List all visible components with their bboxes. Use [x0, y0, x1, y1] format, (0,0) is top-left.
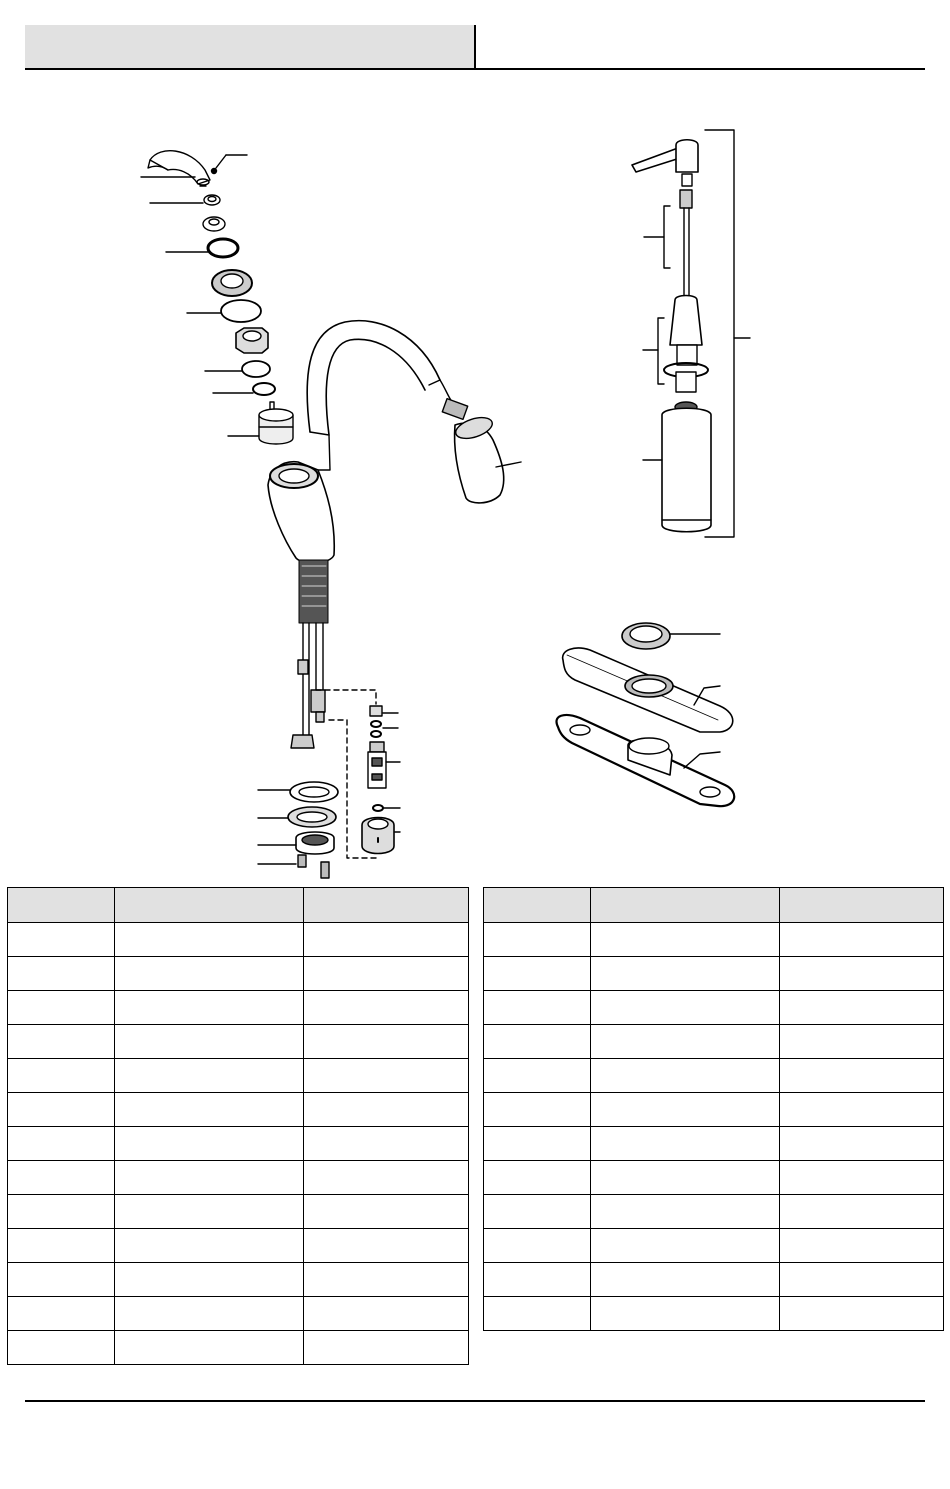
table-cell [591, 1127, 780, 1161]
table-cell [304, 923, 469, 957]
faucet-body-part [268, 321, 440, 748]
table-row [484, 991, 944, 1025]
column-header [780, 888, 944, 923]
table-cell [304, 991, 469, 1025]
table-cell [8, 1025, 115, 1059]
table-row [8, 957, 469, 991]
table-cell [591, 1263, 780, 1297]
table-cell [484, 1263, 591, 1297]
bonnet-part [203, 217, 225, 231]
table-cell [780, 991, 944, 1025]
callout-bracket [664, 206, 670, 268]
deck-plate-part [563, 648, 733, 732]
table-row [8, 1331, 469, 1365]
table-row [484, 1093, 944, 1127]
table-row [8, 923, 469, 957]
table-row [8, 1025, 469, 1059]
table-row [8, 1059, 469, 1093]
large-o-ring-part [221, 300, 261, 322]
table-cell [780, 957, 944, 991]
pump-tube-part [680, 190, 692, 296]
callout-line [216, 155, 226, 168]
table-cell [115, 1059, 304, 1093]
table-cell [591, 957, 780, 991]
table-row [484, 1025, 944, 1059]
table-row [484, 923, 944, 957]
table-cell [484, 1025, 591, 1059]
table-cell [591, 1025, 780, 1059]
retainer-nut-part [236, 328, 268, 353]
table-cell [484, 1195, 591, 1229]
deck-plate-exploded-view [557, 623, 735, 806]
table-cell [591, 1161, 780, 1195]
table-cell [8, 991, 115, 1025]
table-row [484, 1161, 944, 1195]
table-cell [8, 957, 115, 991]
mounting-plate-part [296, 832, 334, 854]
table-cell [8, 1229, 115, 1263]
table-cell [8, 1195, 115, 1229]
trim-ring-part [622, 623, 670, 649]
table-row [484, 1195, 944, 1229]
soap-dispenser-exploded-view [632, 130, 750, 537]
quick-connect-part [368, 706, 386, 811]
table-cell [8, 923, 115, 957]
table-cell [8, 1093, 115, 1127]
table-header-row [484, 888, 944, 923]
footer-rule [25, 1400, 925, 1402]
o-ring-part [242, 361, 270, 377]
table-cell [115, 991, 304, 1025]
table-cell [780, 1025, 944, 1059]
column-header [484, 888, 591, 923]
table-cell [8, 1263, 115, 1297]
table-cell [115, 1161, 304, 1195]
table-cell [304, 1161, 469, 1195]
table-cell [780, 1195, 944, 1229]
table-cell [115, 1093, 304, 1127]
table-cell [484, 1297, 591, 1331]
table-cell [304, 1331, 469, 1365]
table-cell [780, 1127, 944, 1161]
table-cell [115, 1229, 304, 1263]
o-ring-part [253, 383, 275, 395]
dome-cap-part [212, 270, 252, 296]
table-row [8, 991, 469, 1025]
hose-weight-part [362, 818, 394, 854]
cap-part [204, 195, 220, 205]
table-cell [8, 1059, 115, 1093]
mounting-gasket-part [290, 782, 338, 802]
table-cell [115, 1263, 304, 1297]
table-cell [304, 1195, 469, 1229]
table-cell [115, 1331, 304, 1365]
table-cell [304, 1059, 469, 1093]
table-cell [591, 1297, 780, 1331]
table-cell [304, 1093, 469, 1127]
table-cell [304, 1263, 469, 1297]
table-cell [304, 1229, 469, 1263]
table-cell [8, 1297, 115, 1331]
callout-bracket [658, 318, 664, 384]
table-row [484, 1127, 944, 1161]
table-row [8, 1093, 469, 1127]
table-cell [591, 991, 780, 1025]
table-cell [484, 991, 591, 1025]
set-screw-part [212, 169, 217, 174]
table-cell [780, 1059, 944, 1093]
table-cell [484, 1093, 591, 1127]
table-cell [304, 1025, 469, 1059]
column-header [304, 888, 469, 923]
table-cell [8, 1331, 115, 1365]
table-cell [115, 957, 304, 991]
table-row [484, 1059, 944, 1093]
table-cell [484, 1127, 591, 1161]
parts-table-left [7, 887, 469, 1365]
column-header [115, 888, 304, 923]
soap-bottle-part [662, 402, 711, 532]
parts-table-right [483, 887, 944, 1331]
washer-part [288, 807, 336, 827]
table-header-row [8, 888, 469, 923]
column-header [8, 888, 115, 923]
table-cell [780, 1229, 944, 1263]
table-cell [304, 1297, 469, 1331]
dispenser-body-part [664, 296, 708, 393]
table-row [484, 1229, 944, 1263]
o-ring-part [208, 239, 238, 257]
table-row [8, 1195, 469, 1229]
table-cell [591, 923, 780, 957]
table-cell [115, 1297, 304, 1331]
table-row [484, 957, 944, 991]
mounting-screw-part [298, 855, 329, 878]
table-cell [591, 1093, 780, 1127]
table-row [8, 1229, 469, 1263]
table-cell [591, 1229, 780, 1263]
spray-head-part [440, 380, 504, 503]
callout-line [684, 752, 720, 768]
table-cell [484, 957, 591, 991]
table-cell [780, 1161, 944, 1195]
handle-part [148, 151, 210, 186]
pump-head-part [632, 140, 698, 186]
table-cell [591, 1059, 780, 1093]
table-cell [304, 1127, 469, 1161]
table-row [8, 1127, 469, 1161]
column-header [591, 888, 780, 923]
cartridge-part [259, 402, 293, 444]
table-cell [780, 1297, 944, 1331]
table-cell [8, 1127, 115, 1161]
table-row [8, 1263, 469, 1297]
table-row [8, 1161, 469, 1195]
table-cell [115, 923, 304, 957]
table-cell [115, 1025, 304, 1059]
table-cell [484, 923, 591, 957]
table-cell [780, 1093, 944, 1127]
table-row [484, 1297, 944, 1331]
table-cell [304, 957, 469, 991]
faucet-exploded-view [141, 151, 521, 878]
table-row [484, 1263, 944, 1297]
table-cell [115, 1195, 304, 1229]
table-cell [484, 1229, 591, 1263]
table-cell [484, 1059, 591, 1093]
table-cell [780, 923, 944, 957]
table-cell [484, 1161, 591, 1195]
table-cell [8, 1161, 115, 1195]
table-cell [591, 1195, 780, 1229]
table-cell [780, 1263, 944, 1297]
table-cell [115, 1127, 304, 1161]
table-row [8, 1297, 469, 1331]
